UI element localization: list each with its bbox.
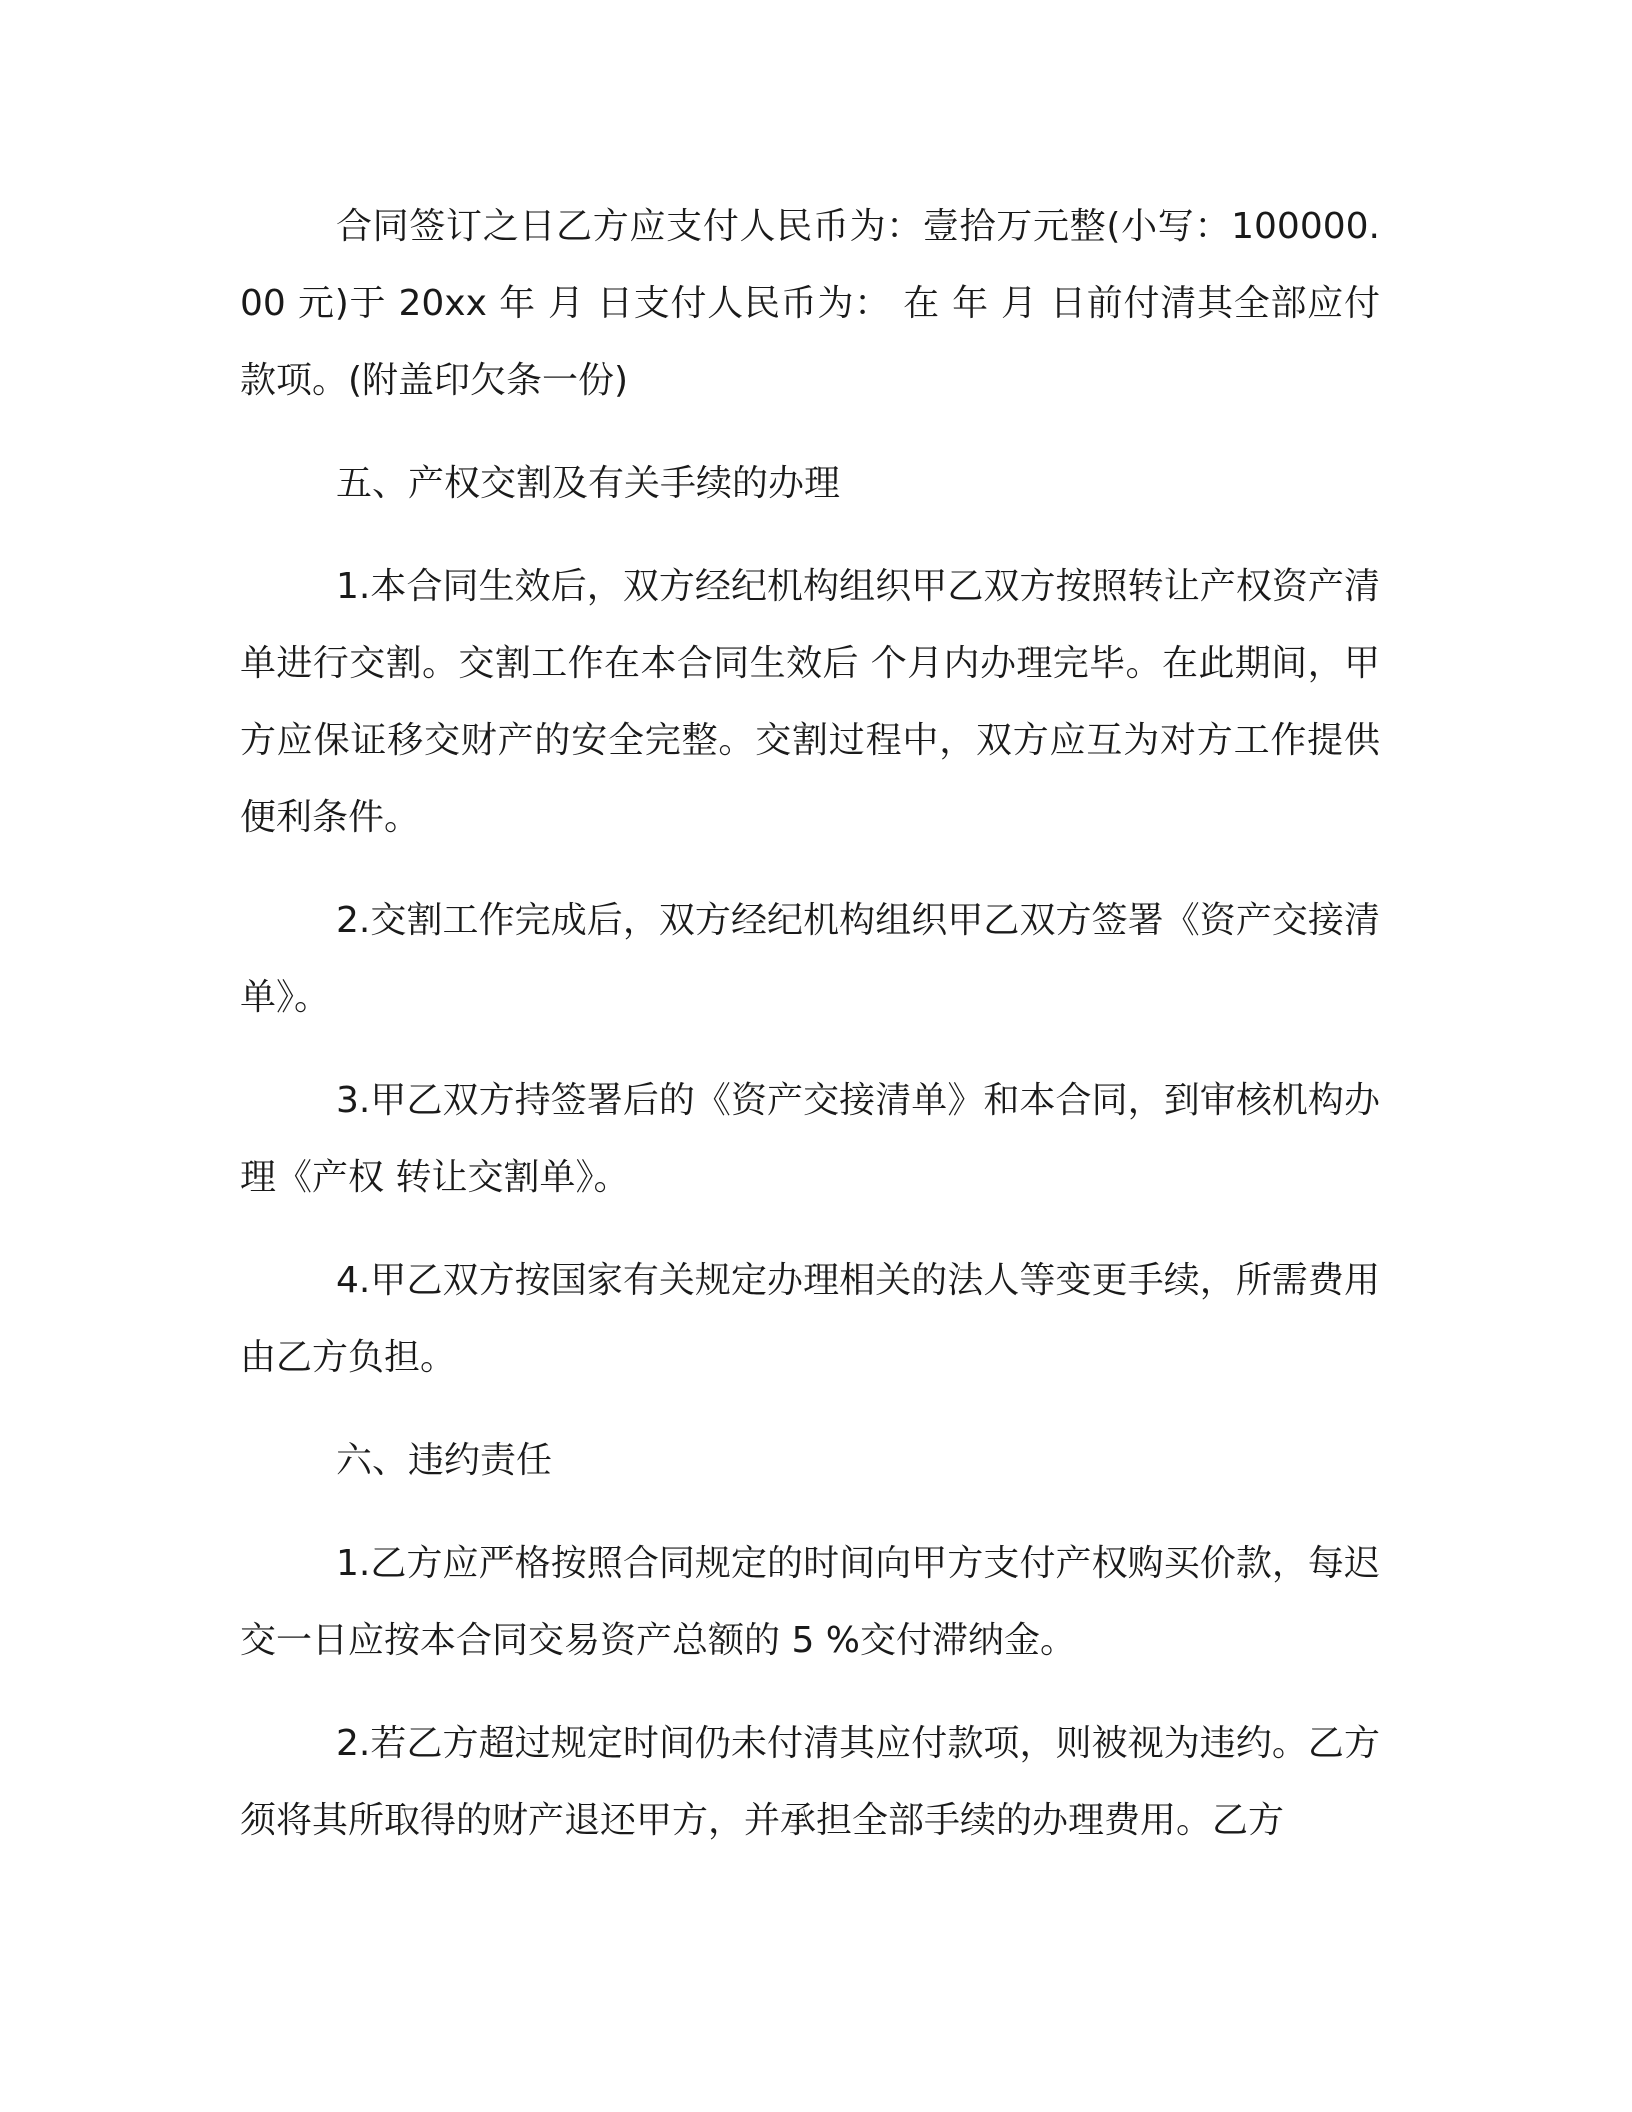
paragraph-section-5-item-1: 1.本合同生效后，双方经纪机构组织甲乙双方按照转让产权资产清单进行交割。交割工作在本合同生效后 个月内办理完毕。在此期间，甲方应保证移交财产的安全完整。交割过程中，双方应互为对方工作提供便利条件。 — [240, 566, 1380, 838]
paragraph-payment-terms: 合同签订之日乙方应支付人民币为：壹拾万元整(小写：100000.00 元)于 20xx 年 月 日支付人民币为： 在 年 月 日前付清其全部应付款项。(附盖印欠条一份) — [240, 206, 1380, 401]
paragraph-section-6-item-2: 2.若乙方超过规定时间仍未付清其应付款项，则被视为违约。乙方须将其所取得的财产退还甲方，并承担全部手续的办理费用。乙方 — [240, 1723, 1380, 1841]
paragraph-section-5-item-2: 2.交割工作完成后，双方经纪机构组织甲乙双方签署《资产交接清单》。 — [240, 900, 1380, 1018]
paragraph-section-5-item-4: 4.甲乙双方按国家有关规定办理相关的法人等变更手续，所需费用由乙方负担。 — [240, 1260, 1380, 1378]
paragraph-section-6-item-1: 1.乙方应严格按照合同规定的时间向甲方支付产权购买价款，每迟交一日应按本合同交易资产总额的 5 %交付滞纳金。 — [240, 1543, 1380, 1661]
section-heading-5: 五、产权交割及有关手续的办理 — [336, 463, 841, 504]
paragraph-section-5-item-3: 3.甲乙双方持签署后的《资产交接清单》和本合同，到审核机构办理《产权 转让交割单》。 — [240, 1080, 1380, 1198]
document-body — [240, 188, 1380, 1885]
section-heading-6: 六、违约责任 — [336, 1440, 553, 1481]
